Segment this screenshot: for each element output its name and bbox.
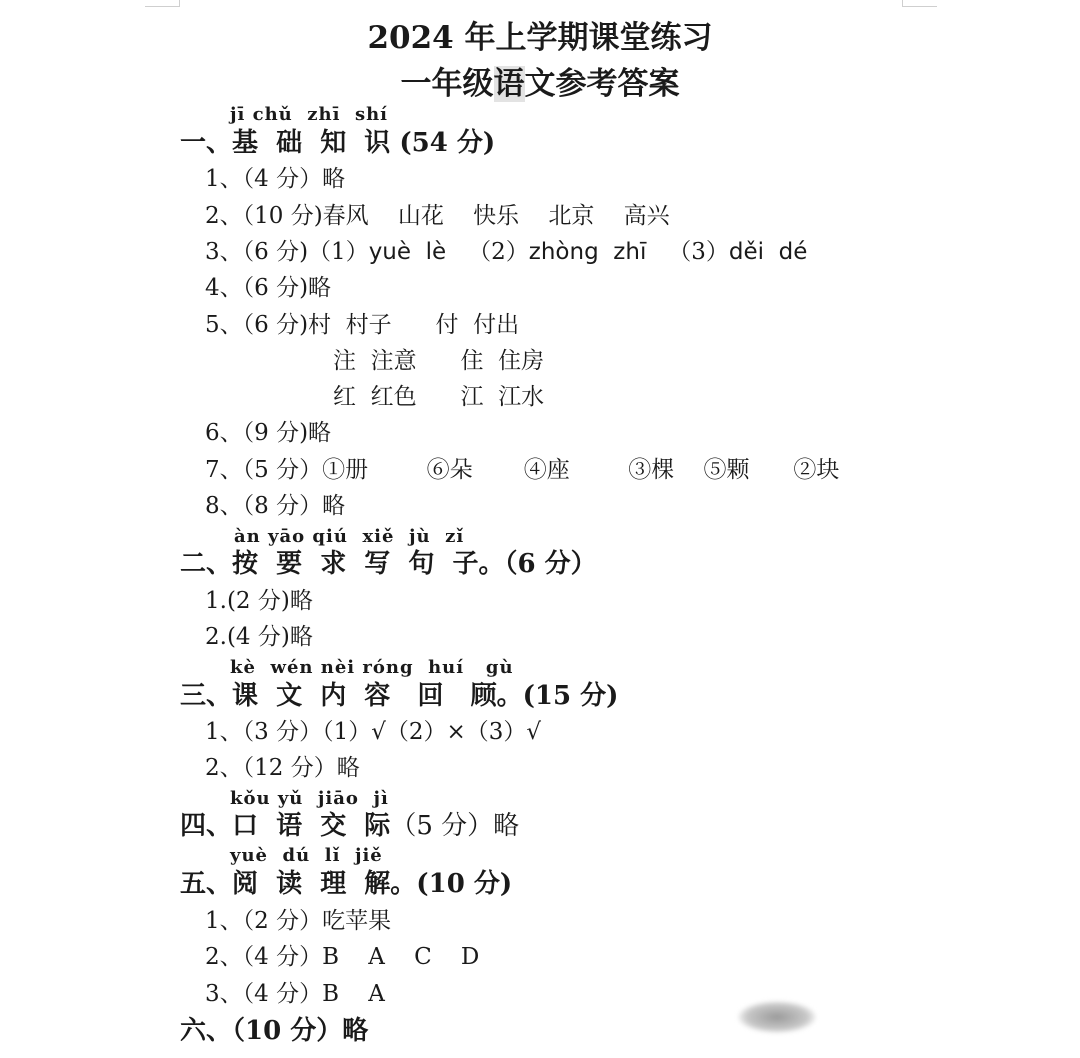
section-5-pinyin: yuè dú lǐ jiě [230, 845, 383, 866]
answer-5-2: 2、（4 分）B A C D [205, 944, 480, 970]
ink-smudge [738, 1001, 816, 1033]
section-3-pinyin: kè wén nèi róng huí gù [230, 657, 514, 678]
answer-5-3: 3、（4 分）B A [205, 981, 385, 1007]
answer-1-1: 1、（4 分）略 [205, 166, 346, 192]
section-5-heading: 五、阅 读 理 解。(10 分) [180, 869, 513, 899]
section-4-heading: 四、口 语 交 际（5 分）略 [180, 811, 520, 841]
page-corner-mark-right [902, 0, 937, 7]
answer-5-1: 1、（2 分）吃苹果 [205, 908, 392, 934]
document-subtitle: 一年级语文参考答案 [400, 66, 680, 102]
answer-1-5-row-3: 红 红色 江 江水 [333, 384, 545, 410]
answer-1-8: 8、（8 分）略 [205, 493, 346, 519]
answer-2-1: 1.(2 分)略 [205, 588, 313, 614]
section-3-heading: 三、课 文 内 容 回 顾。(15 分) [180, 681, 619, 711]
answer-1-2: 2、（10 分)春风 山花 快乐 北京 高兴 [205, 203, 670, 229]
section-1-heading: 一、基 础 知 识 (54 分) [180, 128, 496, 158]
section-1-pinyin: jī chǔ zhī shí [230, 104, 389, 125]
answer-2-2: 2.(4 分)略 [205, 624, 313, 650]
answer-3-2: 2、（12 分）略 [205, 755, 360, 781]
answer-1-7: 7、（5 分）①册 ⑥朵 ④座 ③棵 ⑤颗 ②块 [205, 457, 840, 483]
answer-1-6: 6、（9 分)略 [205, 420, 332, 446]
section-2-heading: 二、按 要 求 写 句 子。（6 分） [180, 549, 597, 579]
section-6-heading: 六、（10 分）略 [180, 1016, 369, 1046]
answer-1-3: 3、（6 分)（1）yuè lè （2）zhòng zhī （3）děi dé [205, 239, 808, 265]
answer-1-4: 4、（6 分)略 [205, 275, 332, 301]
answer-1-5-row-2: 注 注意 住 住房 [333, 348, 545, 374]
answer-3-1: 1、（3 分）（1）√（2）×（3）√ [205, 719, 542, 745]
document-title: 2024 年上学期课堂练习 [367, 20, 713, 56]
answer-1-5: 5、（6 分)村 村子 付 付出 [205, 312, 520, 338]
section-2-pinyin: àn yāo qiú xiě jù zǐ [234, 526, 465, 547]
section-4-pinyin: kǒu yǔ jiāo jì [230, 788, 389, 809]
highlighted-character: 语 [493, 66, 525, 102]
page-corner-mark-left [145, 0, 180, 7]
